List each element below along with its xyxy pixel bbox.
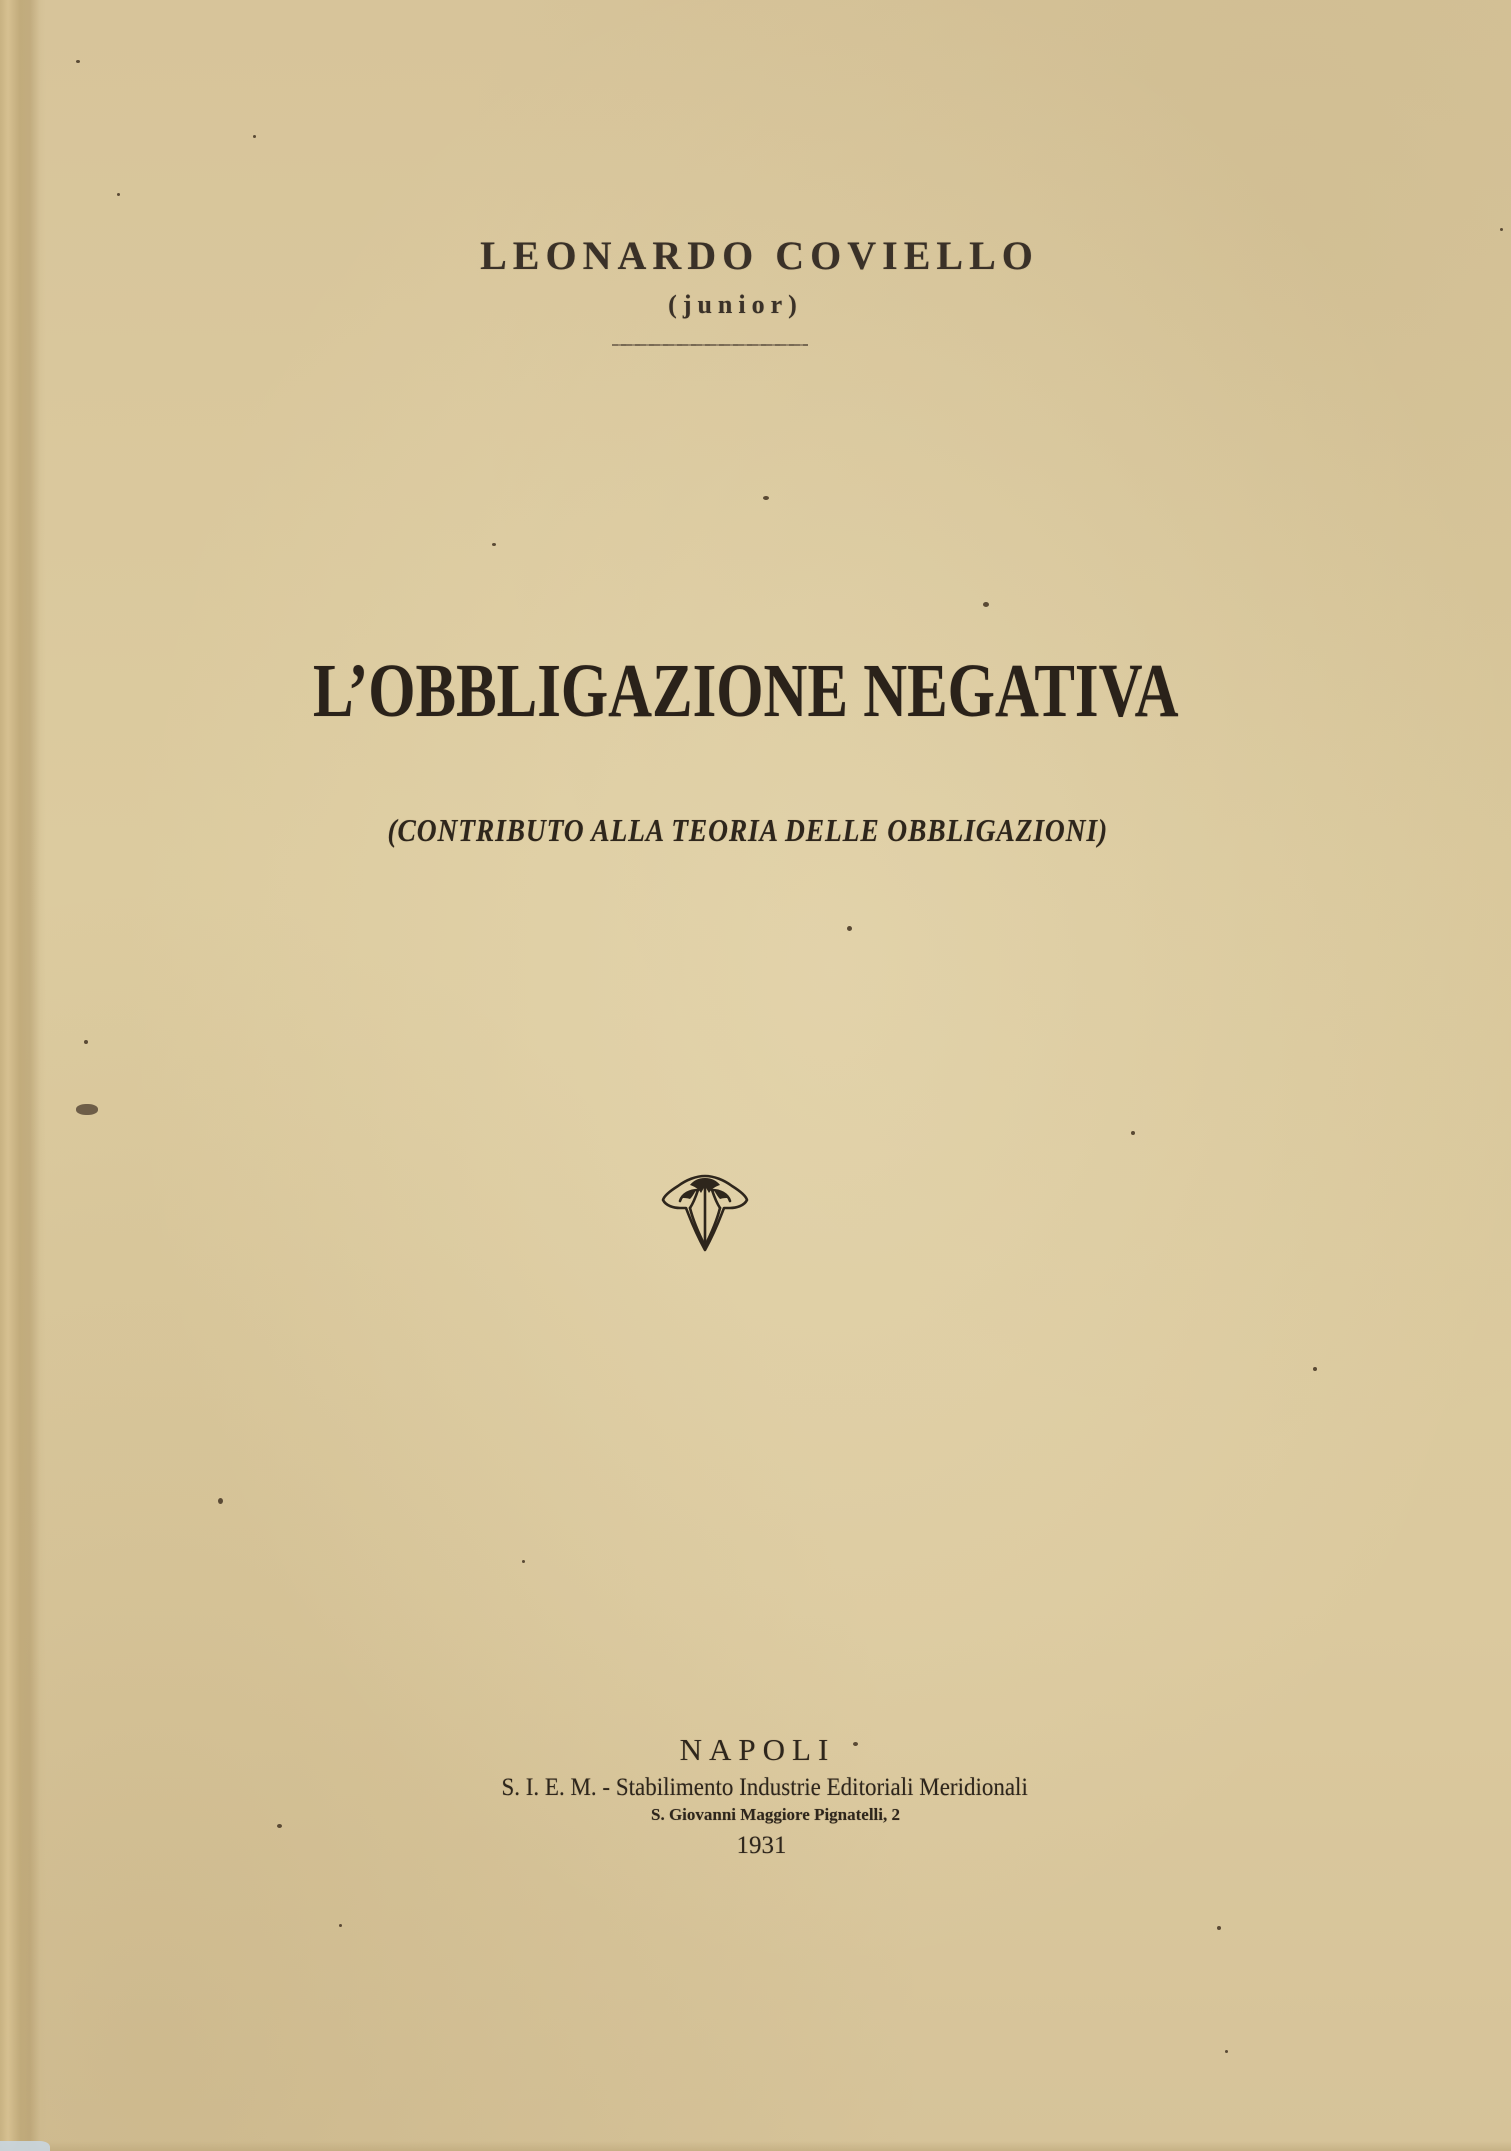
imprint-year: 1931: [736, 1832, 787, 1859]
bottom-edge-shadow: [0, 2141, 1511, 2151]
paper-speck: [253, 135, 256, 138]
imprint-publisher: S. I. E. M. - Stabilimento Industrie Editoriali Meridionali: [501, 1774, 1028, 1801]
imprint-address: S. Giovanni Maggiore Pignatelli, 2: [650, 1805, 901, 1824]
paper-speck: [847, 926, 852, 931]
paper-speck: [76, 60, 80, 63]
author-name: LEONARDO COVIELLO: [480, 233, 1039, 278]
publisher-emblem-icon: [660, 1168, 750, 1258]
decorative-rule: [612, 344, 808, 346]
paper-speck: [1225, 2050, 1228, 2053]
paper-speck: [983, 602, 989, 607]
paper-speck: [117, 193, 120, 196]
corner-tear: [0, 2141, 50, 2151]
paper-speck: [1500, 228, 1503, 231]
book-subtitle: (CONTRIBUTO ALLA TEORIA DELLE OBBLIGAZIONI): [387, 812, 1108, 848]
spine-shadow: [0, 0, 46, 2151]
paper-speck: [1313, 1367, 1317, 1371]
paper-speck: [1217, 1926, 1221, 1930]
author-suffix: (junior): [668, 290, 803, 319]
paper-speck: [763, 496, 769, 500]
paper-speck: [1131, 1131, 1135, 1135]
imprint-place: NAPOLI: [679, 1732, 836, 1767]
paper-speck: [84, 1040, 88, 1044]
paper-speck: [76, 1104, 98, 1115]
paper-speck: [339, 1924, 342, 1927]
paper-speck: [492, 543, 496, 546]
book-title: L’OBBLIGAZIONE NEGATIVA: [313, 649, 1179, 733]
paper-speck: [522, 1560, 525, 1563]
paper-speck: [218, 1498, 223, 1504]
